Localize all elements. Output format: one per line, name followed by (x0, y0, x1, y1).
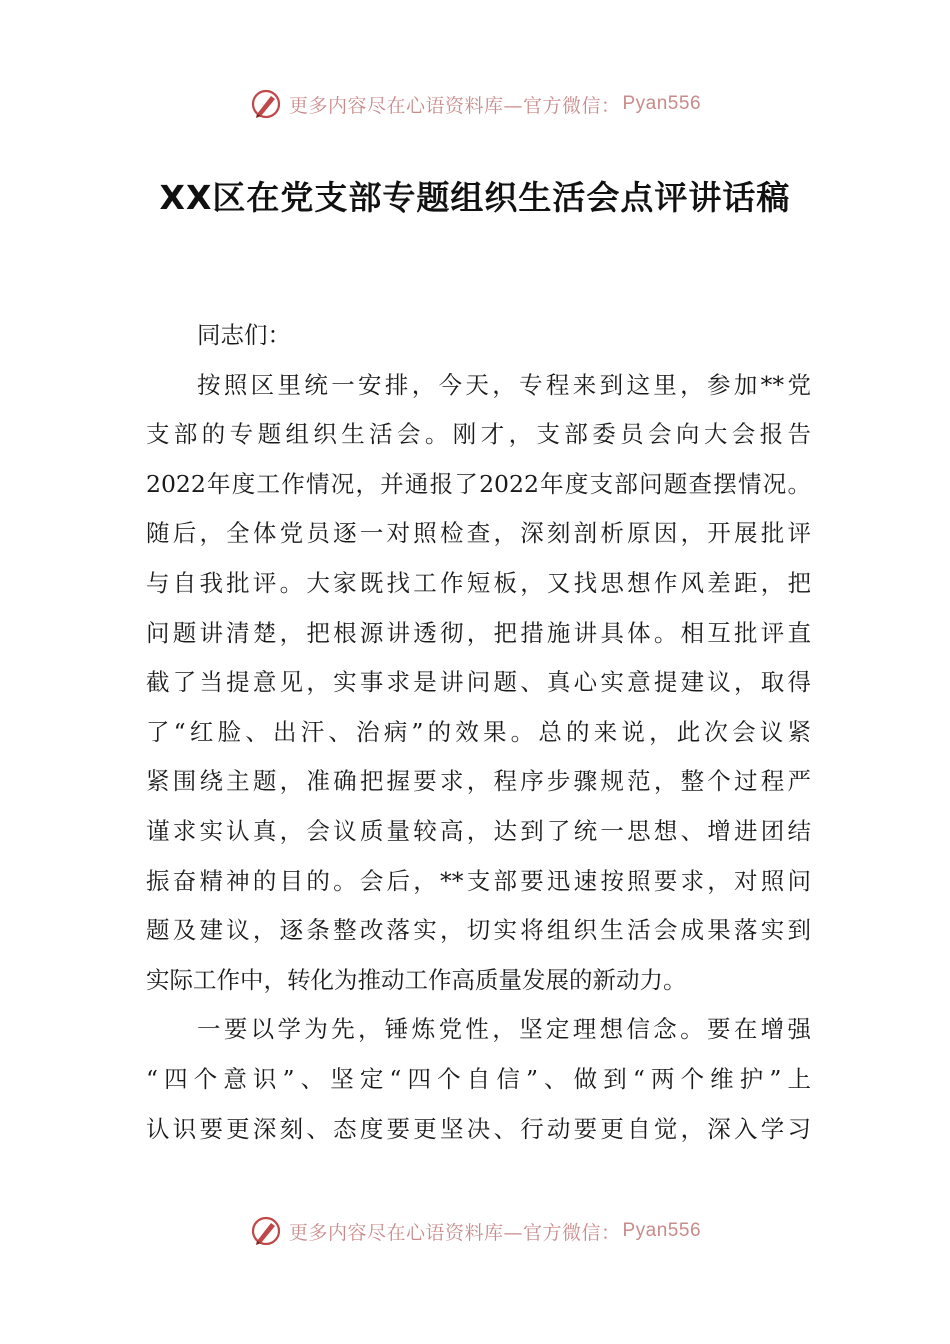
body-line: 问题讲清楚，把根源讲透彻，把措施讲具体。相互批评直 (146, 618, 811, 647)
body-line: 了“红脸、出汗、治病”的效果。总的来说，此次会议紧 (146, 717, 811, 746)
body-line: 一要以学为先，锤炼党性，坚定理想信念。要在增强 (197, 1015, 811, 1044)
body-line: 支部的专题组织生活会。刚才，支部委员会向大会报告 (146, 420, 811, 449)
salutation-line: 同志们： (197, 321, 291, 349)
pen-nib-circle-icon (249, 87, 283, 121)
watermark-wechat-id: Pyan556 (622, 1220, 702, 1241)
body-line: 谨求实认真，会议质量较高，达到了统一思想、增进团结 (146, 816, 811, 845)
watermark-header (0, 84, 950, 124)
body-line: 认识要更深刻、态度要更坚决、行动要更自觉，深入学习 (146, 1114, 811, 1143)
watermark-text: 更多内容尽在心语资料库—官方微信： (288, 94, 621, 117)
body-line: 按照区里统一安排，今天，专程来到这里，参加**党 (197, 370, 811, 399)
body-line: 振奋精神的目的。会后，**支部要迅速按照要求，对照问 (146, 866, 811, 895)
document-body (146, 311, 811, 1154)
body-line: 紧围绕主题，准确把握要求，程序步骤规范，整个过程严 (146, 767, 811, 796)
body-line: 随后，全体党员逐一对照检查，深刻剖析原因，开展批评 (146, 519, 811, 548)
watermark-footer (0, 1211, 950, 1251)
body-line: 题及建议，逐条整改落实，切实将组织生活会成果落实到 (146, 916, 811, 945)
body-line: “四个意识”、坚定“四个自信”、做到“两个维护”上 (146, 1064, 811, 1093)
body-line: 与自我批评。大家既找工作短板，又找思想作风差距，把 (146, 568, 811, 597)
body-line: 2022年度工作情况，并通报了2022年度支部问题查摆情况。 (146, 469, 811, 498)
body-line: 截了当提意见，实事求是讲问题、真心实意提建议，取得 (146, 668, 811, 697)
watermark-text: 更多内容尽在心语资料库—官方微信： (288, 1221, 621, 1244)
document-title: XX区在党支部专题组织生活会点评讲话稿 (159, 178, 791, 217)
watermark-wechat-id: Pyan556 (622, 93, 702, 114)
body-line: 实际工作中，转化为推动工作高质量发展的新动力。 (146, 965, 687, 994)
pen-nib-circle-icon (249, 1214, 283, 1248)
